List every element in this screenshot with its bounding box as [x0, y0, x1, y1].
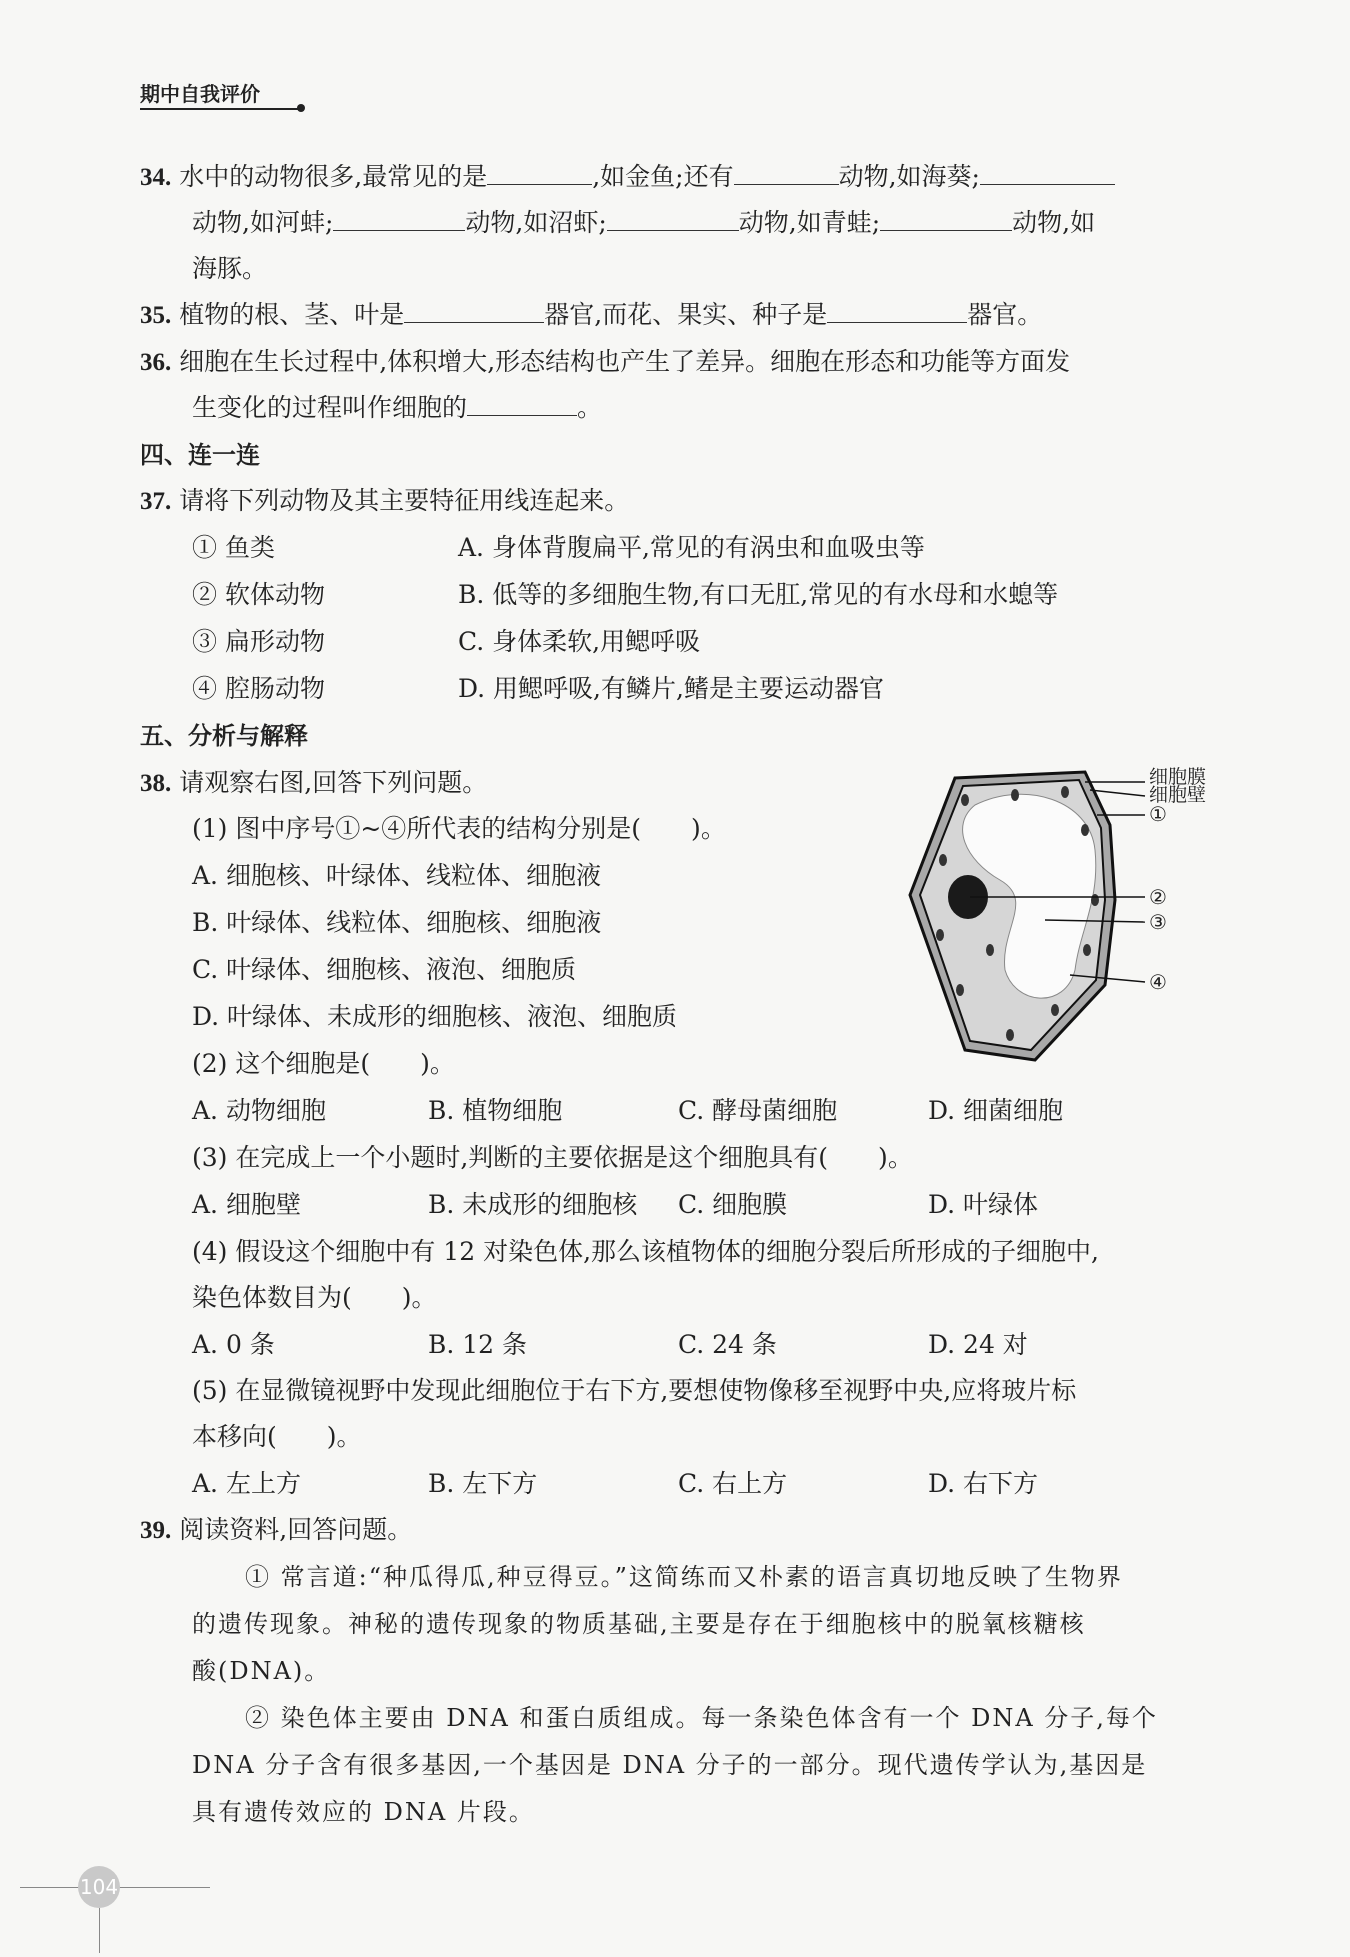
header-dot: [297, 104, 305, 112]
label-marker-4: ④: [1149, 970, 1167, 994]
q38-part2: (2) 这个细胞是( )。: [192, 1049, 455, 1078]
q39-reading1-line1: ① 常言道:“种瓜得瓜,种豆得豆。”这简练而又朴素的语言真切地反映了生物界: [245, 1563, 1123, 1591]
q38-prompt: 请观察右图,回答下列问题。: [179, 768, 488, 797]
q39-prompt-line: [140, 1513, 412, 1548]
q38-part5-option[interactable]: A. 左上方: [192, 1469, 301, 1498]
label-marker-1: ①: [1149, 802, 1167, 826]
q34-blank-1[interactable]: [487, 160, 592, 185]
q39-reading2-line2: DNA 分子含有很多基因,一个基因是 DNA 分子的一部分。现代遗传学认为,基因是: [192, 1751, 1148, 1779]
q35-text: 植物的根、茎、叶是: [179, 300, 405, 329]
q38-part1-option[interactable]: C. 叶绿体、细胞核、液泡、细胞质: [192, 955, 577, 984]
q39-prompt: 阅读资料,回答问题。: [179, 1515, 413, 1544]
q34-blank-2[interactable]: [734, 160, 839, 185]
q34-number: 34.: [140, 164, 172, 191]
q38-part1-option[interactable]: A. 细胞核、叶绿体、线粒体、细胞液: [192, 861, 601, 890]
q34-text: 动物,如河蚌;: [192, 208, 334, 237]
q38-part3-option[interactable]: D. 叶绿体: [928, 1190, 1039, 1219]
q38-part4-option[interactable]: B. 12 条: [428, 1330, 528, 1359]
q38-part1: (1) 图中序号①~④所代表的结构分别是( )。: [192, 814, 726, 843]
label-cell-wall: 细胞壁: [1149, 784, 1207, 806]
q35-blank-2[interactable]: [827, 298, 967, 323]
q37-prompt-line: [140, 484, 629, 519]
q34-text: ,如金鱼;还有: [592, 162, 734, 191]
q38-part5-option[interactable]: B. 左下方: [428, 1469, 538, 1498]
q35-line: [140, 298, 1042, 333]
q37-prompt: 请将下列动物及其主要特征用线连起来。: [179, 486, 630, 515]
q34-text: 动物,如青蛙;: [738, 208, 881, 237]
q38-part5-option[interactable]: C. 右上方: [678, 1469, 788, 1498]
q37-right-item[interactable]: A. 身体背腹扁平,常见的有涡虫和血吸虫等: [458, 533, 925, 562]
page-number: 104: [78, 1866, 120, 1908]
q39-number: 39.: [140, 1517, 172, 1544]
q36-line1: [140, 345, 1070, 380]
q36-text: 。: [577, 393, 603, 422]
q38-part3: (3) 在完成上一个小题时,判断的主要依据是这个细胞具有( )。: [192, 1143, 913, 1172]
q38-prompt-line: [140, 766, 487, 801]
q39-reading1-line3: 酸(DNA)。: [192, 1657, 331, 1685]
q34-blank-4[interactable]: [333, 206, 465, 231]
q38-part4-line1: (4) 假设这个细胞中有 12 对染色体,那么该植物体的细胞分裂后所形成的子细胞中,: [192, 1237, 1099, 1266]
q38-part2-option[interactable]: C. 酵母菌细胞: [678, 1096, 838, 1125]
q38-part1-option[interactable]: B. 叶绿体、线粒体、细胞核、细胞液: [192, 908, 602, 937]
header-underline: [140, 108, 300, 110]
q38-part2-option[interactable]: B. 植物细胞: [428, 1096, 563, 1125]
label-marker-2: ②: [1149, 885, 1167, 909]
q37-right-item[interactable]: B. 低等的多细胞生物,有口无肛,常见的有水母和水螅等: [458, 580, 1059, 609]
q39-reading1-line2: 的遗传现象。神秘的遗传现象的物质基础,主要是存在于细胞核中的脱氧核糖核: [192, 1610, 1086, 1638]
footer-vertical-rule: [99, 1908, 100, 1953]
q34-text: 动物,如海葵;: [838, 162, 980, 191]
q39-reading2-line3: 具有遗传效应的 DNA 片段。: [192, 1798, 535, 1826]
q38-part5-line1: (5) 在显微镜视野中发现此细胞位于右下方,要想使物像移至视野中央,应将玻片标: [192, 1376, 1077, 1405]
q37-number: 37.: [140, 488, 172, 515]
q38-part4-option[interactable]: C. 24 条: [678, 1330, 777, 1359]
q37-left-item[interactable]: ③ 扁形动物: [192, 627, 325, 656]
q38-part4-option[interactable]: A. 0 条: [192, 1330, 275, 1359]
q38-part1-option[interactable]: D. 叶绿体、未成形的细胞核、液泡、细胞质: [192, 1002, 678, 1031]
q38-part3-option[interactable]: C. 细胞膜: [678, 1190, 788, 1219]
q34-blank-5[interactable]: [607, 206, 739, 231]
q36-number: 36.: [140, 349, 172, 376]
q37-right-item[interactable]: D. 用鳃呼吸,有鳞片,鳍是主要运动器官: [458, 674, 884, 703]
q39-reading2-line1: ② 染色体主要由 DNA 和蛋白质组成。每一条染色体含有一个 DNA 分子,每个: [245, 1704, 1158, 1732]
q37-left-item[interactable]: ① 鱼类: [192, 533, 275, 562]
q38-part4-option[interactable]: D. 24 对: [928, 1330, 1028, 1359]
plant-cell-diagram: [905, 760, 1235, 1070]
q35-number: 35.: [140, 302, 172, 329]
q38-part2-option[interactable]: A. 动物细胞: [192, 1096, 326, 1125]
label-marker-3: ③: [1149, 910, 1167, 934]
q34-blank-6[interactable]: [880, 206, 1012, 231]
q37-left-item[interactable]: ④ 腔肠动物: [192, 674, 325, 703]
q37-right-item[interactable]: C. 身体柔软,用鳃呼吸: [458, 627, 701, 656]
q36-line2: [192, 391, 602, 425]
q34-line3: 海豚。: [192, 254, 268, 283]
q38-number: 38.: [140, 770, 172, 797]
q37-left-item[interactable]: ② 软体动物: [192, 580, 325, 609]
q38-part3-option[interactable]: B. 未成形的细胞核: [428, 1190, 638, 1219]
q35-text: 器官。: [967, 300, 1043, 329]
section-4-heading: 四、连一连: [140, 441, 260, 469]
q34-text: 动物,如: [1012, 208, 1096, 237]
q38-part4-line2: 染色体数目为( )。: [192, 1283, 437, 1312]
section-5-heading: 五、分析与解释: [140, 722, 308, 750]
page-header-title: 期中自我评价: [140, 82, 260, 106]
q35-blank-1[interactable]: [404, 298, 544, 323]
q34-line1: [140, 160, 1115, 195]
label-cell-membrane: 细胞膜: [1149, 766, 1207, 788]
q38-part5-line2: 本移向( )。: [192, 1422, 362, 1451]
q38-part2-option[interactable]: D. 细菌细胞: [928, 1096, 1064, 1125]
q35-text: 器官,而花、果实、种子是: [544, 300, 828, 329]
q34-text: 水中的动物很多,最常见的是: [179, 162, 488, 191]
q36-blank[interactable]: [467, 391, 577, 416]
q34-blank-3[interactable]: [980, 160, 1115, 185]
q38-part3-option[interactable]: A. 细胞壁: [192, 1190, 301, 1219]
q36-text: 生变化的过程叫作细胞的: [192, 393, 468, 422]
q34-text: 动物,如沼虾;: [465, 208, 607, 237]
q34-line2: [192, 206, 1095, 240]
q38-part5-option[interactable]: D. 右下方: [928, 1469, 1039, 1498]
q36-text: 细胞在生长过程中,体积增大,形态结构也产生了差异。细胞在形态和功能等方面发: [179, 347, 1071, 376]
